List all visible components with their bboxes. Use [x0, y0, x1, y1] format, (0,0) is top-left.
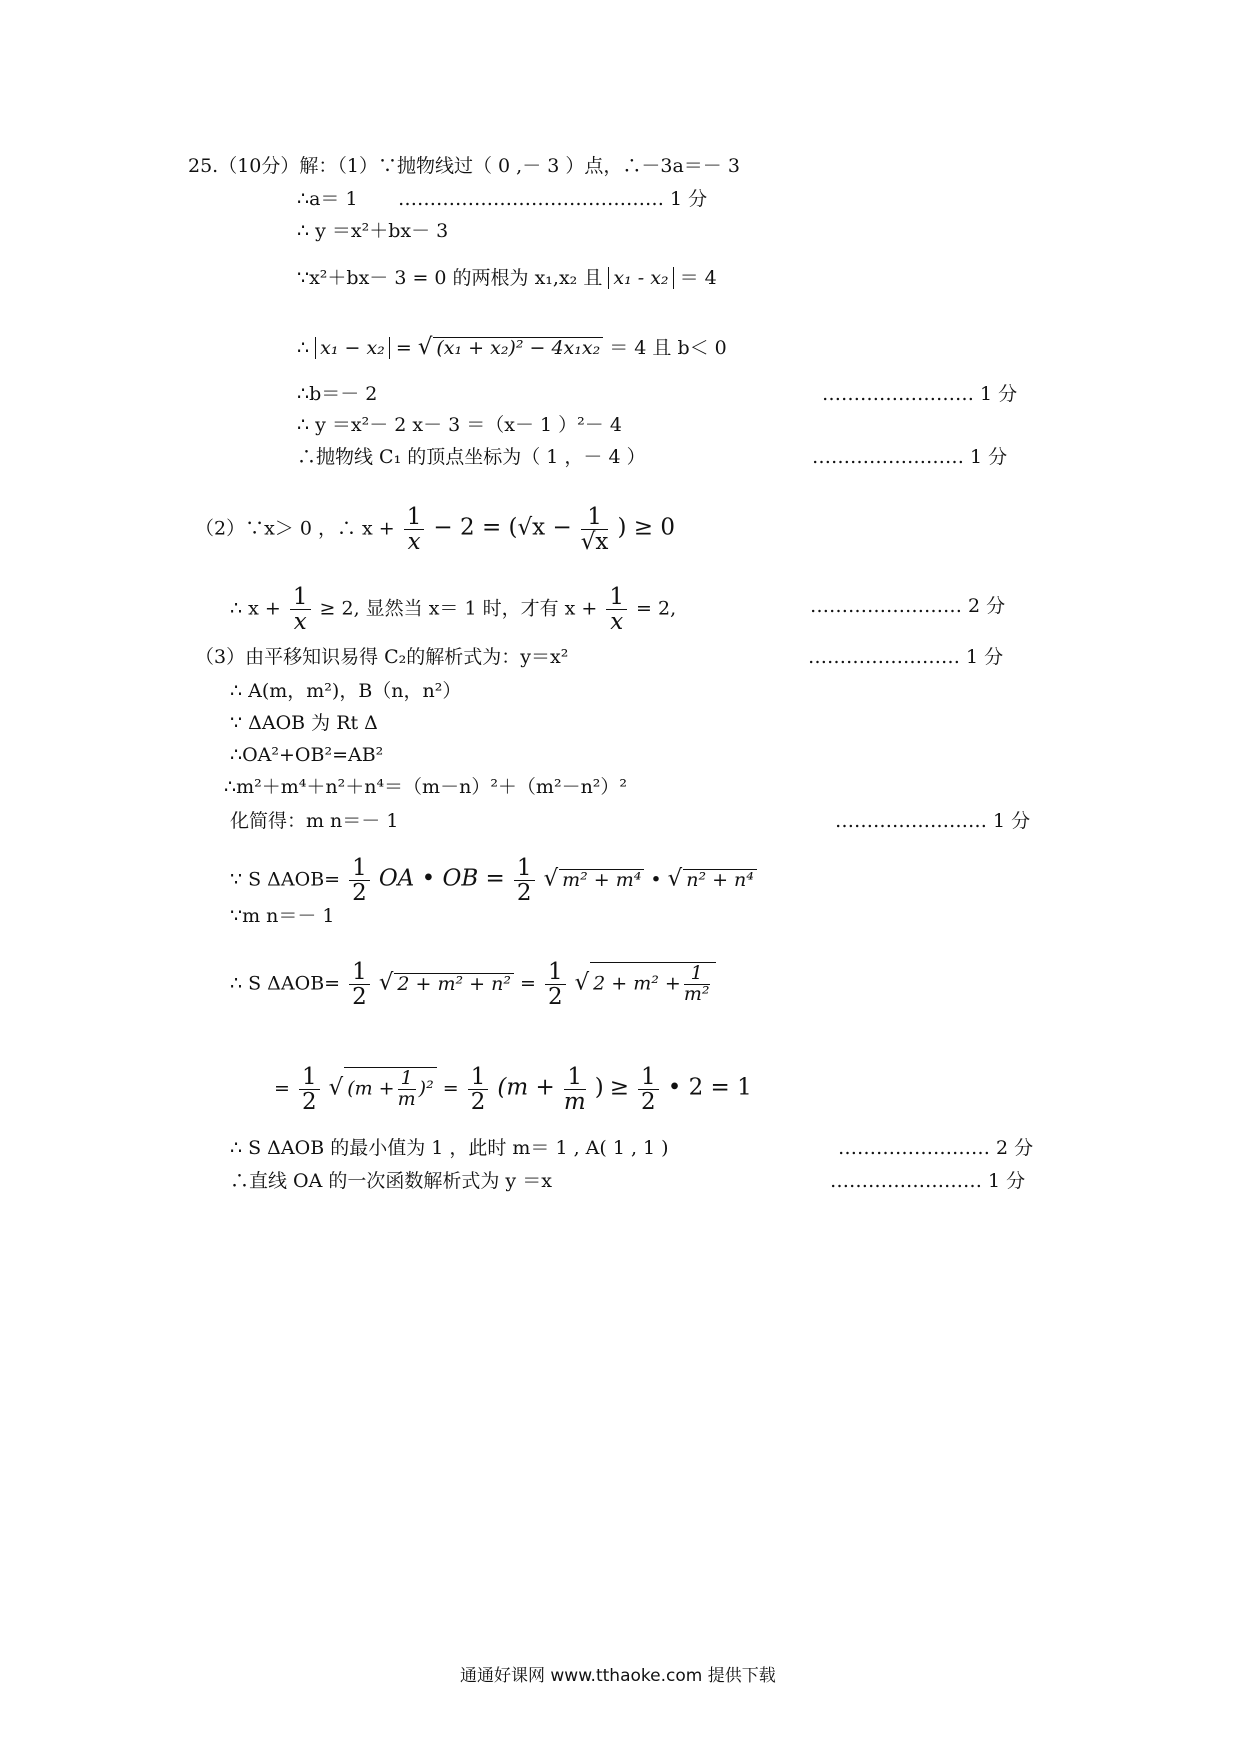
- area2-eq: =: [519, 972, 536, 995]
- sqrt-n: n² + n⁴: [683, 869, 757, 890]
- score-7: …………………… 2 分: [838, 1137, 1034, 1159]
- part2-inequality: [195, 505, 675, 554]
- roots-abs: x₁ - x₂: [608, 267, 673, 289]
- step-parabola-eq: ∴ y ＝x²＋bx－ 3: [297, 220, 449, 242]
- roots-eq: ＝ 4: [679, 267, 717, 289]
- sqrt-sign-6: √: [328, 1074, 344, 1101]
- bound-eq2: =: [442, 1077, 459, 1100]
- sqrt-sign-3: √: [667, 865, 683, 892]
- paren-close: ): [594, 1074, 604, 1101]
- sqrt-sum: 2 + m² + n²: [394, 973, 514, 994]
- area-mid: OA • OB =: [378, 865, 505, 892]
- step-min-value: ∴ S ΔAOB 的最小值为 1 ，此时 m＝ 1 , A( 1 , 1 ): [230, 1137, 669, 1159]
- frac-half-5: $\frac{1}{2}$: [299, 1065, 320, 1114]
- step-a-equals-1: ∴a＝ 1: [297, 188, 358, 210]
- frac-half-4: $\frac{1}{2}$: [545, 960, 566, 1009]
- problem-header: 25.（10分）解：（1）∵抛物线过（ 0 ,－ 3 ）点，∴－3a＝－ 3: [188, 155, 740, 177]
- score-3: …………………… 1 分: [812, 446, 1008, 468]
- frac-one-over-sqrtx: $\frac{1}{√x}$: [580, 504, 609, 556]
- score-6: …………………… 1 分: [835, 810, 1031, 832]
- step-expand: ∴m²＋m⁴＋n²＋n⁴＝（m－n）²＋（m²－n²）²: [224, 776, 628, 798]
- frac-one-over-x: $\frac{1}{x}$: [404, 505, 425, 554]
- bound-eq1: =: [274, 1077, 290, 1100]
- score-1: …………………………………… 1 分: [398, 188, 708, 210]
- step-simplify: 化简得：m n＝－ 1: [230, 810, 399, 832]
- step-vertex: ∴抛物线 C₁ 的顶点坐标为（ 1 ，－ 4 ）: [297, 446, 646, 468]
- step-mn: ∵m n＝－ 1: [230, 905, 335, 927]
- step-right-triangle: ∵ ΔAOB 为 Rt Δ: [230, 712, 378, 734]
- concl-mid: ≥ 2, 显然当 x＝ 1 时，才有 x +: [319, 597, 598, 620]
- part3-intro: （3）由平移知识易得 C₂的解析式为：y＝x²: [195, 646, 569, 668]
- part2-mid: − 2 = (√x −: [433, 514, 572, 541]
- step-abs-sqrt: [297, 336, 727, 359]
- frac-one-over-x-3: $\frac{1}{x}$: [606, 585, 627, 634]
- bound-end: • 2 = 1: [667, 1074, 752, 1101]
- frac-half-6: $\frac{1}{2}$: [468, 1065, 489, 1114]
- area-dot: •: [650, 868, 662, 891]
- abs-equals: =: [395, 337, 412, 359]
- frac-one-over-m: $\frac{1}{m}$: [563, 1064, 586, 1116]
- score-2: …………………… 1 分: [822, 383, 1018, 405]
- step-pythagoras: ∴OA²+OB²=AB²: [230, 744, 384, 766]
- sqrt-radicand: (x₁ + x₂)² − 4x₁x₂: [433, 337, 603, 358]
- sqrt-square: (m + $\frac{1}{m}$ )²: [344, 1067, 437, 1110]
- concl-post: = 2,: [636, 597, 677, 620]
- abs-therefore: ∴: [297, 337, 310, 359]
- frac-half-2: $\frac{1}{2}$: [514, 856, 535, 905]
- step-points: ∴ A(m，m²)，B（n，n²）: [230, 680, 462, 702]
- sqrt-sign-2: √: [543, 865, 559, 892]
- frac-one-over-m2: $\frac{1}{\text{m²}}$: [683, 962, 710, 1006]
- footer-source: 通通好课网 www.tthaoke.com 提供下载: [460, 1666, 776, 1686]
- sqrt-sign: √: [417, 334, 433, 360]
- frac-half-3: $\frac{1}{2}$: [349, 960, 370, 1009]
- frac-one-over-x-2: $\frac{1}{x}$: [290, 585, 311, 634]
- part2-post: ) ≥ 0: [617, 514, 675, 541]
- sqrt-sum-m: 2 + m² + $\frac{1}{\text{m²}}$: [590, 962, 715, 1005]
- score-4: …………………… 2 分: [810, 595, 1006, 617]
- paren-expr: (m +: [497, 1074, 555, 1101]
- score-5: …………………… 1 分: [808, 646, 1004, 668]
- sqrt-sign-4: √: [378, 969, 394, 996]
- part2-pre: （2）∵x＞ 0 ，∴ x +: [195, 517, 395, 540]
- ge-sign: ≥: [609, 1074, 629, 1101]
- step-line-oa: ∴直线 OA 的一次函数解析式为 y ＝x: [230, 1170, 552, 1192]
- step-min-bound: [274, 1065, 752, 1114]
- frac-half-7: $\frac{1}{2}$: [638, 1065, 659, 1114]
- area2-pre: ∴ S ΔAOB=: [230, 972, 341, 995]
- sqrt-m: m² + m⁴: [559, 869, 644, 890]
- concl-pre: ∴ x +: [230, 597, 281, 620]
- frac-half-1: $\frac{1}{2}$: [349, 856, 370, 905]
- abs-diff: x₁ − x₂: [315, 337, 390, 359]
- step-b-value: ∴b＝－ 2: [297, 383, 378, 405]
- step-vertex-form: ∴ y ＝x²－ 2 x－ 3 ＝（x－ 1 ）²－ 4: [297, 414, 622, 436]
- step-area-formula: [230, 856, 757, 905]
- roots-text: ∵x²＋bx－ 3 = 0 的两根为 x₁,x₂ 且: [297, 267, 603, 289]
- sqrt-sign-5: √: [574, 969, 590, 996]
- part2-conclusion: [230, 585, 676, 634]
- step-roots: [297, 269, 717, 288]
- area-pre: ∵ S ΔAOB=: [230, 868, 341, 891]
- score-8: …………………… 1 分: [830, 1170, 1026, 1192]
- step-area-sub: [230, 960, 716, 1009]
- abs-result: ＝ 4 且 b＜ 0: [609, 337, 727, 359]
